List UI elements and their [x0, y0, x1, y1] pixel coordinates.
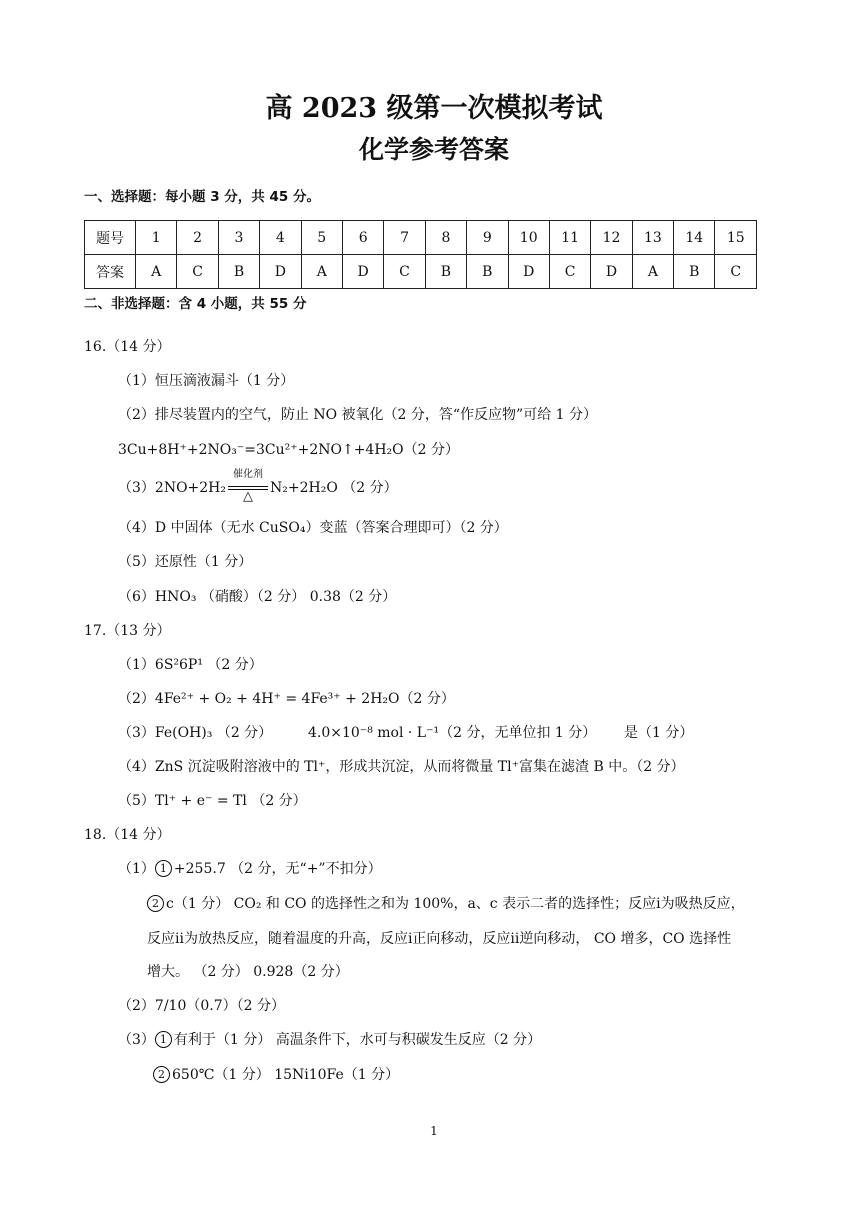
heat-symbol: △: [243, 489, 254, 504]
q18-part2: （2）7/10（0.7）（2 分）: [118, 998, 285, 1014]
section2-heading: 二、非选择题：含 4 小题，共 55 分: [84, 296, 307, 312]
circled-number-one: 1: [155, 860, 172, 877]
question-number: 7: [384, 221, 425, 255]
question-number: 14: [674, 221, 715, 255]
q16-part4: （4）D 中固体（无水 CuSO₄）变蓝（答案合理即可）（2 分）: [118, 520, 508, 536]
answer-cell: B: [425, 255, 466, 289]
question-number: 1: [136, 221, 177, 255]
q16-equation: 3Cu+8H⁺+2NO₃⁻=3Cu²⁺+2NO↑+4H₂O（2 分）: [118, 442, 459, 458]
question-number: 8: [425, 221, 466, 255]
answer-cell: D: [342, 255, 383, 289]
section1-heading: 一、选择题：每小题 3 分，共 45 分。: [84, 189, 320, 205]
q16-part6: （6）HNO₃ （硝酸）（2 分） 0.38（2 分）: [118, 589, 397, 605]
q16-part1: （1）恒压滴液漏斗（1 分）: [118, 373, 295, 389]
answer-cell: C: [715, 255, 757, 289]
exam-title: 高 2023 级第一次模拟考试: [265, 93, 603, 124]
q18-part3b-text: 650℃（1 分） 15Ni10Fe（1 分）: [172, 1067, 400, 1083]
row-label-answer: 答案: [85, 255, 136, 289]
q17-part4: （4）ZnS 沉淀吸附溶液中的 Tl⁺，形成共沉淀，从而将微量 Tl⁺富集在滤渣 B 中。（2 分）: [118, 759, 685, 775]
answer-cell: D: [508, 255, 549, 289]
q17-part1: （1）6S²6P¹ （2 分）: [118, 657, 263, 673]
q16-part2: （2）排尽装置内的空气，防止 NO 被氧化（2 分，答“作反应物”可给 1 分）: [118, 407, 598, 423]
answer-cell: D: [591, 255, 632, 289]
circled-number-two: 2: [153, 1066, 170, 1083]
question-number: 12: [591, 221, 632, 255]
answer-cell: B: [467, 255, 508, 289]
q18-part3: [118, 1030, 541, 1050]
question-number: 3: [218, 221, 259, 255]
circled-number-one: 1: [155, 1031, 172, 1048]
q17-part5: （5）Tl⁺ + e⁻ = Tl （2 分）: [118, 793, 307, 809]
question-number: 10: [508, 221, 549, 255]
question-number: 4: [260, 221, 301, 255]
q17-part2: （2）4Fe²⁺ + O₂ + 4H⁺ = 4Fe³⁺ + 2H₂O（2 分）: [118, 691, 455, 707]
reaction-condition: [226, 469, 270, 504]
exam-subtitle: 化学参考答案: [358, 135, 509, 164]
q16-header: 16.（14 分）: [84, 339, 171, 355]
answer-cell: C: [177, 255, 218, 289]
answer-cell: A: [136, 255, 177, 289]
answer-cell: A: [632, 255, 673, 289]
question-number: 5: [301, 221, 342, 255]
q16-part5: （5）还原性（1 分）: [118, 554, 253, 570]
question-number: 15: [715, 221, 757, 255]
answer-cell: C: [384, 255, 425, 289]
answer-cell: B: [674, 255, 715, 289]
catalyst-label: 催化剂: [233, 469, 264, 480]
q17-part3c: 是（1 分）: [624, 725, 694, 741]
row-label-number: 题号: [85, 221, 136, 255]
q17-part3a: （3）Fe(OH)₃ （2 分）: [118, 725, 273, 741]
q18-part1b-text1: c（1 分） CO₂ 和 CO 的选择性之和为 100%，a、c 表示二者的选择性；反应i为吸热反应，: [166, 896, 745, 912]
circled-number-two: 2: [147, 895, 164, 912]
q18-part1b-line3: 增大。 （2 分） 0.928（2 分）: [147, 964, 349, 980]
page-number: 1: [430, 1124, 438, 1138]
q18-header: 18.（14 分）: [84, 827, 171, 843]
q18-part3-prefix: （3）: [118, 1032, 155, 1048]
answer-cell: A: [301, 255, 342, 289]
table-row-answers: [85, 255, 757, 289]
q16-part3-products: N₂+2H₂O （2 分）: [270, 480, 398, 496]
table-row-numbers: [85, 221, 757, 255]
question-number: 13: [632, 221, 673, 255]
q18-part1b-line2: 反应ii为放热反应，随着温度的升高，反应i正向移动，反应ii逆向移动， CO 增多，CO 选择性: [147, 931, 732, 947]
answer-cell: B: [218, 255, 259, 289]
q18-part1-prefix: （1）: [118, 861, 155, 877]
q18-part3b: [153, 1065, 399, 1085]
answer-table: [84, 220, 757, 289]
question-number: 9: [467, 221, 508, 255]
question-number: 6: [342, 221, 383, 255]
q16-part3-reactants: （3）2NO+2H₂: [118, 480, 227, 496]
q17-part3b: 4.0×10⁻⁸ mol · L⁻¹（2 分，无单位扣 1 分）: [308, 725, 597, 741]
question-number: 2: [177, 221, 218, 255]
answer-cell: D: [260, 255, 301, 289]
q18-part1: [118, 859, 382, 879]
q18-part1b-line1: [147, 894, 745, 914]
q17-header: 17.（13 分）: [84, 623, 171, 639]
answer-cell: C: [549, 255, 590, 289]
q16-part3: [118, 469, 398, 504]
question-number: 11: [549, 221, 590, 255]
q18-part1-text: +255.7 （2 分，无“+”不扣分）: [173, 861, 382, 877]
q18-part3-text: 有利于（1 分） 高温条件下，水可与积碳发生反应（2 分）: [173, 1032, 542, 1048]
